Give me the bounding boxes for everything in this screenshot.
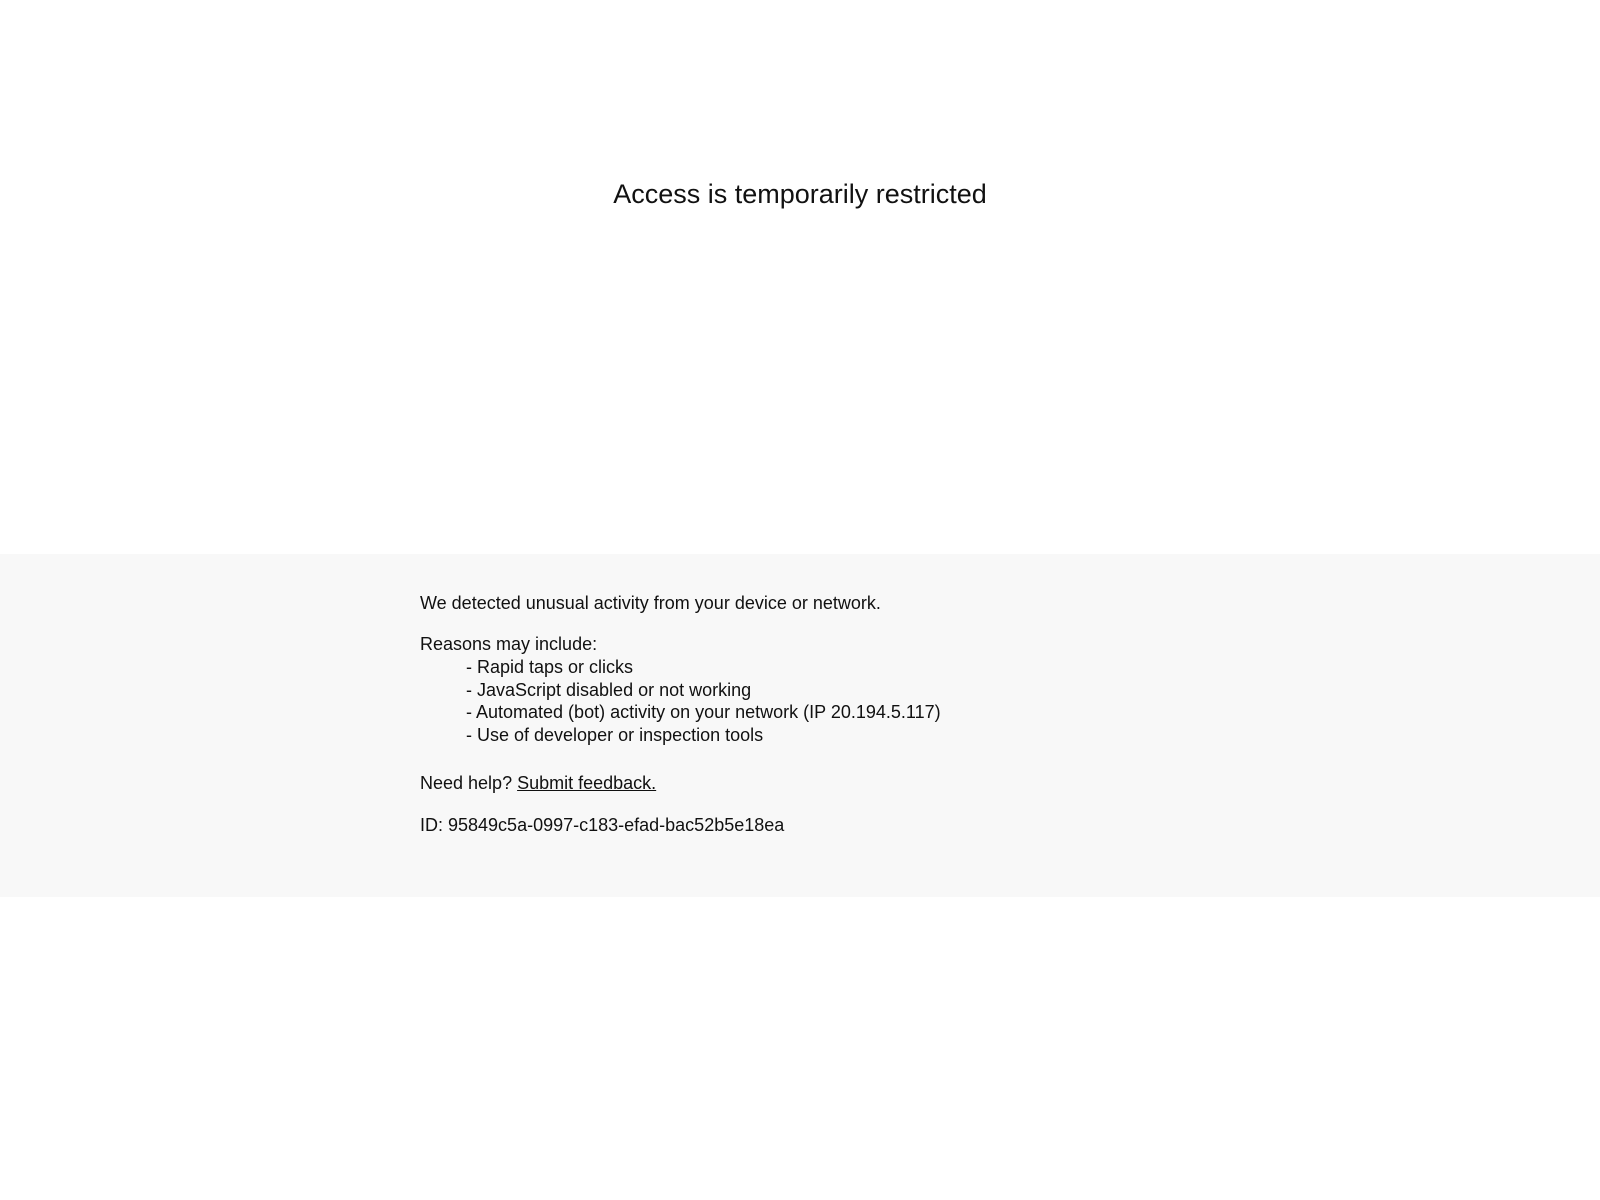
page-title: Access is temporarily restricted: [613, 179, 987, 209]
info-content: [420, 592, 1320, 837]
detected-message: We detected unusual activity from your device or network.: [420, 593, 881, 613]
help-prefix: Need help?: [420, 773, 513, 794]
reason-item: - Use of developer or inspection tools: [466, 724, 764, 745]
reason-item: - JavaScript disabled or not working: [466, 679, 752, 700]
help-line: [420, 772, 1320, 795]
reasons-list: [420, 656, 1320, 746]
request-id: ID: 95849c5a-0997-c183-efad-bac52b5e18ea: [420, 815, 785, 836]
reason-item: - Rapid taps or clicks: [466, 657, 634, 677]
reason-item: - Automated (bot) activity on your network (IP 20.194.5.117): [466, 702, 941, 723]
info-panel: [0, 554, 1600, 897]
submit-feedback-link[interactable]: Submit feedback.: [517, 773, 657, 794]
reasons-heading: Reasons may include:: [420, 634, 598, 654]
